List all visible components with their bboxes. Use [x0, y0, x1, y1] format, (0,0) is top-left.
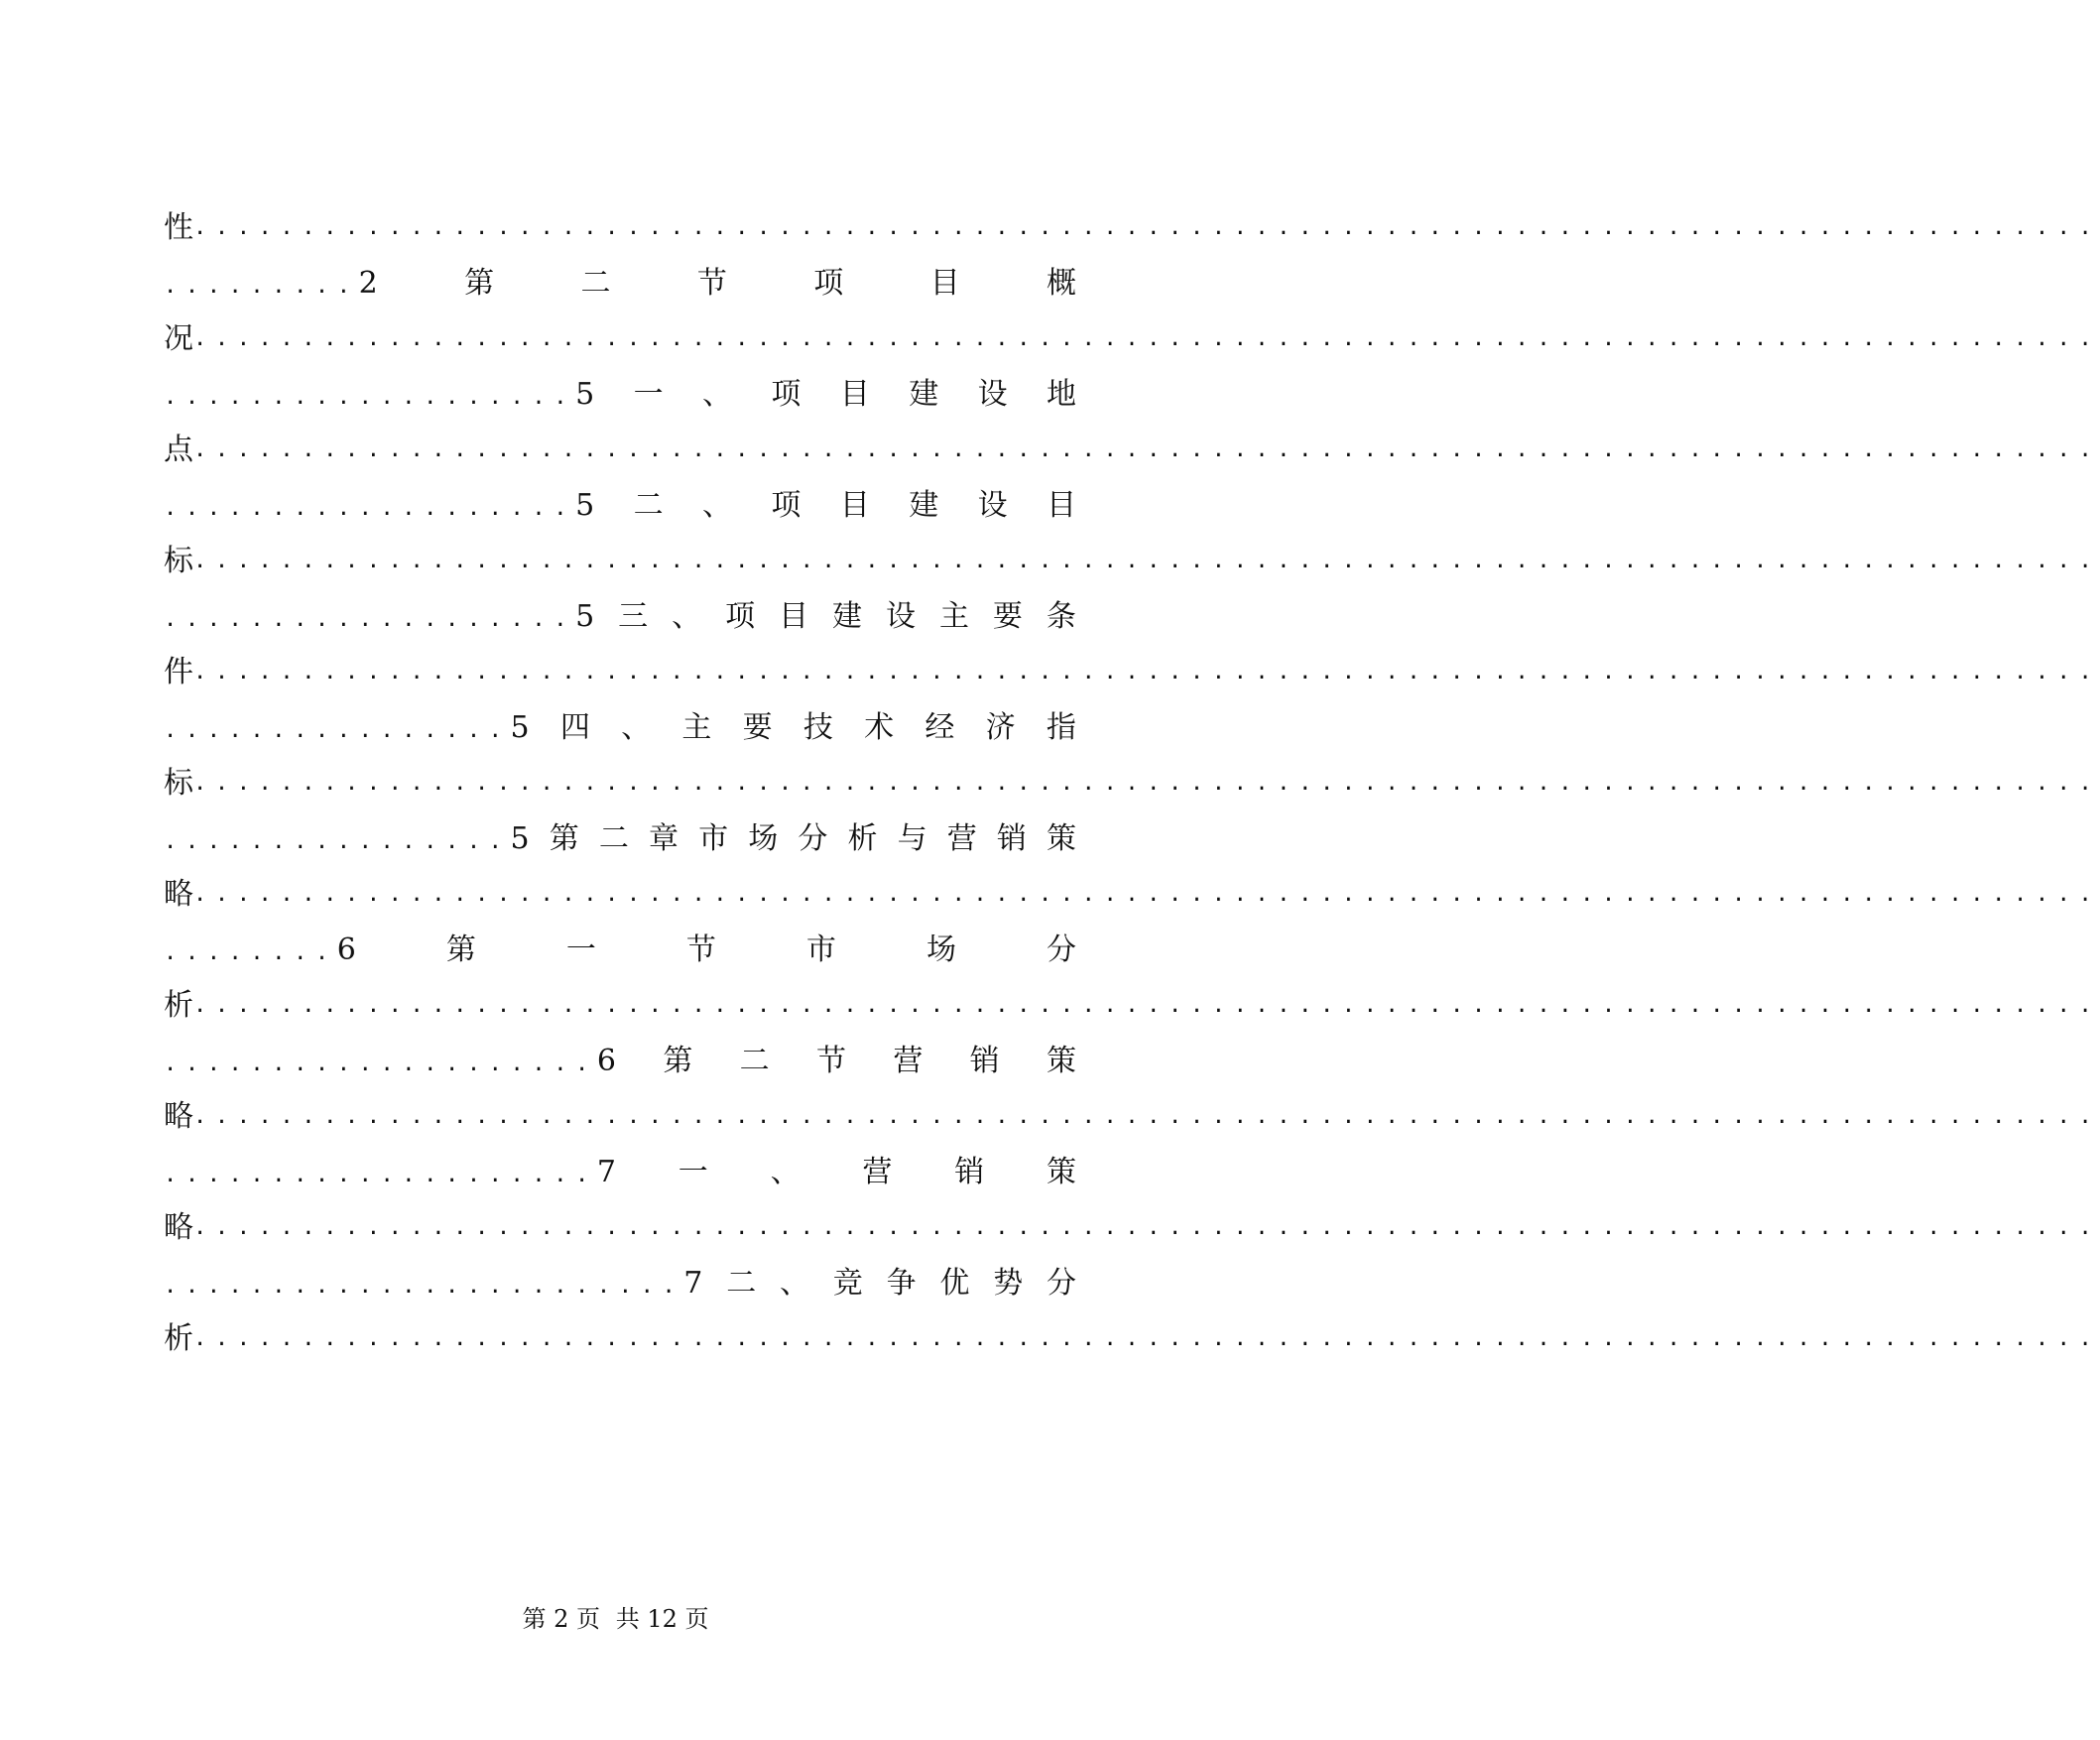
toc-page-number: 6	[336, 932, 356, 967]
toc-title-char: 项	[725, 599, 756, 634]
toc-title-char: 二	[580, 266, 611, 301]
toc-title-char: 争	[886, 1266, 917, 1301]
toc-title-tail: 略	[164, 1210, 193, 1245]
toc-leader-dots: ........................................................................................	[193, 215, 2100, 240]
toc-title-char: 一	[565, 932, 596, 967]
toc-title-char: 一	[678, 1155, 708, 1189]
toc-leader-dots: ....................	[164, 1052, 597, 1076]
toc-title-char: 要	[742, 710, 773, 745]
toc-title-tail: 略	[164, 877, 193, 912]
toc-title-tail: 标	[164, 544, 193, 578]
toc-line	[164, 809, 1076, 869]
toc-title-char: 概	[1046, 266, 1076, 301]
toc-title-char: 主	[681, 710, 712, 745]
toc-leader-dots: ........................................................................................	[193, 993, 2100, 1018]
toc-line	[164, 921, 1076, 980]
toc-leader-dots: ...................	[164, 496, 576, 521]
toc-title-char: 三	[618, 599, 649, 634]
toc-leader-dots: ...................	[164, 607, 576, 632]
toc-title-char: 、	[779, 1266, 809, 1301]
toc-title-char: 销	[969, 1044, 1000, 1078]
toc-leader-with-page-number	[164, 599, 595, 634]
toc-page-number: 5	[510, 710, 530, 745]
toc-leader-with-page-number	[164, 821, 530, 856]
toc-title-char: 、	[701, 488, 732, 523]
toc-title-char: 技	[803, 710, 833, 745]
toc-page-number: 7	[683, 1266, 703, 1301]
toc-title-char: 济	[985, 710, 1016, 745]
toc-title-char: 销	[996, 821, 1027, 856]
toc-line	[164, 421, 2100, 480]
toc-line	[164, 698, 1076, 758]
toc-title-char: 、	[672, 599, 702, 634]
toc-line	[164, 976, 2100, 1036]
toc-title-tail: 标	[164, 766, 193, 801]
toc-page-number: 6	[596, 1044, 616, 1078]
toc-line	[164, 310, 2100, 369]
toc-title-char: 竞	[832, 1266, 863, 1301]
toc-line	[164, 198, 2100, 258]
toc-title-tail: 性	[164, 210, 193, 245]
toc-title-char: 建	[832, 599, 862, 634]
toc-title-char: 术	[864, 710, 895, 745]
toc-leader-dots: ........	[164, 940, 337, 965]
toc-title-char: 节	[815, 1044, 846, 1078]
toc-leader-dots: ........................................................................................	[193, 1215, 2100, 1240]
toc-leader-dots: ........................................................................................	[193, 437, 2100, 462]
toc-leader-dots: ........................................................................................	[193, 1326, 2100, 1351]
toc-page-number: 5	[575, 599, 595, 634]
toc-title-tail: 况	[164, 321, 193, 356]
toc-title-char: 、	[701, 377, 732, 412]
toc-line	[164, 1198, 2100, 1258]
toc-title-char: 营	[862, 1155, 893, 1189]
toc-title-char: 第	[445, 932, 476, 967]
toc-leader-dots: ........................................................................................	[193, 549, 2100, 573]
toc-leader-dots: ................	[164, 829, 511, 854]
toc-line	[164, 1087, 2100, 1147]
toc-title-char: 设	[977, 488, 1008, 523]
toc-title-tail: 略	[164, 1099, 193, 1134]
toc-title-char: 市	[805, 932, 836, 967]
toc-page-number: 5	[510, 821, 530, 856]
toc-title-char: 第	[663, 1044, 693, 1078]
toc-title-char: 势	[993, 1266, 1024, 1301]
toc-page-number: 5	[575, 377, 595, 412]
toc-leader-dots: ........................	[164, 1274, 684, 1299]
toc-title-char: 第	[464, 266, 495, 301]
toc-title-char: 项	[771, 377, 802, 412]
toc-page-number: 2	[358, 266, 378, 301]
toc-title-char: 分	[798, 821, 828, 856]
toc-title-char: 目	[839, 377, 870, 412]
page-total-label: 共 12 页	[615, 1605, 709, 1633]
toc-line	[164, 754, 2100, 813]
toc-leader-with-page-number	[164, 710, 530, 745]
toc-leader-with-page-number	[164, 488, 595, 523]
toc-leader-dots: ........................................................................................	[193, 660, 2100, 684]
toc-title-char: 建	[909, 377, 939, 412]
toc-line	[164, 1254, 1076, 1313]
toc-line	[164, 365, 1076, 425]
toc-leader-with-page-number	[164, 1266, 703, 1301]
toc-title-char: 第	[549, 821, 579, 856]
toc-leader-with-page-number	[164, 266, 378, 301]
toc-line	[164, 643, 2100, 702]
toc-title-char: 、	[770, 1155, 801, 1189]
page-number-label: 第 2 页	[522, 1605, 601, 1633]
toc-title-char: 主	[938, 599, 969, 634]
toc-line	[164, 1143, 1076, 1202]
toc-title-char: 与	[897, 821, 927, 856]
toc-leader-dots: ................	[164, 718, 511, 743]
toc-leader-with-page-number	[164, 1044, 616, 1078]
toc-leader-with-page-number	[164, 377, 595, 412]
toc-title-char: 要	[992, 599, 1023, 634]
toc-title-char: 建	[909, 488, 939, 523]
toc-line	[164, 587, 1076, 647]
toc-title-char: 目	[839, 488, 870, 523]
toc-title-char: 销	[954, 1155, 985, 1189]
toc-line	[164, 865, 2100, 925]
toc-title-char: 分	[1046, 1266, 1076, 1301]
page-footer	[0, 1599, 1231, 1634]
toc-title-char: 设	[977, 377, 1008, 412]
toc-title-char: 、	[621, 710, 652, 745]
toc-page-number: 5	[575, 488, 595, 523]
toc-title-char: 分	[1046, 932, 1076, 967]
toc-title-char: 二	[739, 1044, 770, 1078]
toc-title-char: 设	[885, 599, 916, 634]
toc-title-char: 营	[893, 1044, 924, 1078]
toc-title-char: 节	[685, 932, 716, 967]
toc-title-char: 章	[649, 821, 679, 856]
toc-line	[164, 532, 2100, 591]
toc-leader-with-page-number	[164, 932, 356, 967]
toc-line	[164, 476, 1076, 536]
toc-leader-dots: ........................................................................................	[193, 326, 2100, 351]
toc-title-char: 析	[847, 821, 878, 856]
toc-title-char: 目	[1047, 488, 1076, 523]
toc-leader-dots: ........................................................................................	[193, 771, 2100, 796]
toc-title-char: 策	[1047, 821, 1076, 856]
toc-leader-dots: .........	[164, 274, 359, 299]
toc-title-char: 条	[1046, 599, 1076, 634]
toc-page-number: 7	[596, 1155, 616, 1189]
toc-title-char: 指	[1046, 710, 1076, 745]
toc-leader-dots: ....................	[164, 1163, 597, 1187]
toc-title-char: 二	[598, 821, 629, 856]
toc-line	[164, 254, 1076, 313]
toc-leader-dots: ........................................................................................	[193, 882, 2100, 907]
toc-line	[164, 1032, 1076, 1091]
toc-title-char: 经	[925, 710, 955, 745]
toc-line	[164, 1309, 2100, 1369]
toc-title-char: 四	[559, 710, 590, 745]
toc-title-char: 地	[1047, 377, 1076, 412]
toc-title-char: 策	[1046, 1155, 1076, 1189]
toc-title-char: 节	[696, 266, 727, 301]
toc-title-char: 二	[726, 1266, 757, 1301]
toc-title-tail: 析	[164, 1321, 193, 1356]
toc-leader-dots: ...................	[164, 385, 576, 410]
toc-leader-with-page-number	[164, 1155, 616, 1189]
toc-title-tail: 点	[164, 433, 193, 467]
toc-title-tail: 析	[164, 988, 193, 1023]
toc-title-char: 项	[771, 488, 802, 523]
toc-title-char: 目	[779, 599, 809, 634]
toc-title-char: 二	[633, 488, 664, 523]
toc-title-char: 优	[939, 1266, 970, 1301]
toc-title-char: 场	[926, 932, 956, 967]
toc-title-char: 场	[748, 821, 779, 856]
toc-title-char: 市	[698, 821, 729, 856]
toc-title-char: 策	[1046, 1044, 1076, 1078]
toc-title-char: 目	[929, 266, 960, 301]
toc-leader-dots: ........................................................................................	[193, 1104, 2100, 1129]
toc-title-char: 项	[813, 266, 844, 301]
toc-title-tail: 件	[164, 655, 193, 689]
toc-title-char: 一	[633, 377, 664, 412]
toc-title-char: 营	[946, 821, 977, 856]
